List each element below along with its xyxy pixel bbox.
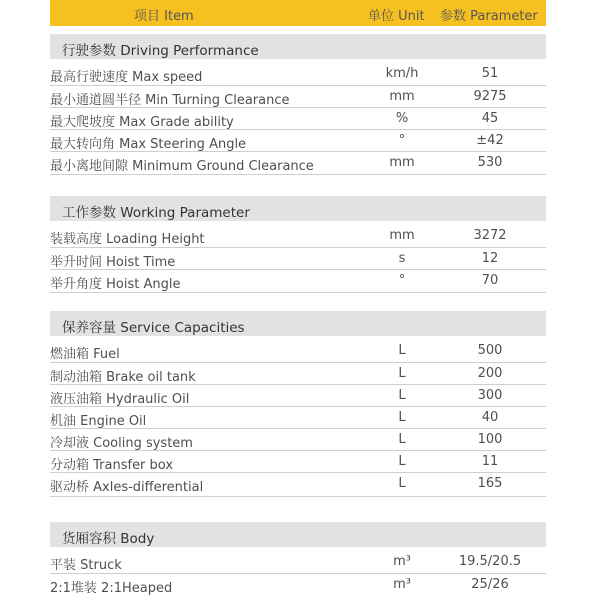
table-row xyxy=(50,363,546,385)
row-item: 液压油箱 Hydraulic Oil xyxy=(50,392,190,407)
row-value: 300 xyxy=(477,388,503,403)
row-value: 19.5/20.5 xyxy=(458,554,522,569)
row-unit: L xyxy=(398,432,406,447)
row-item: 举升时间 Hoist Time xyxy=(50,255,176,270)
row-item: 驱动桥 Axles-differential xyxy=(50,480,204,495)
row-unit: m³ xyxy=(393,577,411,592)
row-unit: km/h xyxy=(385,66,419,81)
row-unit: L xyxy=(398,476,406,491)
row-item: 机油 Engine Oil xyxy=(50,414,147,429)
spec-sheet xyxy=(50,0,546,600)
row-item: 分动箱 Transfer box xyxy=(50,458,174,473)
table-row xyxy=(50,574,546,596)
row-item: 燃油箱 Fuel xyxy=(50,347,120,362)
table-row xyxy=(50,551,546,573)
row-item: 冷却液 Cooling system xyxy=(50,436,193,451)
row-value: 12 xyxy=(481,251,499,266)
table-row xyxy=(50,248,546,270)
row-unit: L xyxy=(398,410,406,425)
section-service-capacities xyxy=(50,311,546,336)
table-row xyxy=(50,407,546,429)
row-value: 11 xyxy=(481,454,499,469)
row-value: 500 xyxy=(477,343,503,358)
row-value: 100 xyxy=(477,432,503,447)
row-item: 平装 Struck xyxy=(50,558,122,573)
row-unit: L xyxy=(398,454,406,469)
row-value: 70 xyxy=(481,273,499,288)
table-row xyxy=(50,108,546,130)
section-title: 工作参数 Working Parameter xyxy=(62,205,250,221)
row-unit: % xyxy=(395,111,409,126)
table-row xyxy=(50,63,546,85)
row-unit: ° xyxy=(398,273,406,288)
row-unit: ° xyxy=(398,133,406,148)
row-item: 制动油箱 Brake oil tank xyxy=(50,370,196,385)
row-unit: mm xyxy=(389,89,415,104)
header-item: 项目 Item xyxy=(134,9,194,24)
row-divider xyxy=(50,292,546,293)
section-title: 行驶参数 Driving Performance xyxy=(62,43,259,59)
row-value: 25/26 xyxy=(471,577,509,592)
table-row xyxy=(50,225,546,247)
row-value: 3272 xyxy=(473,228,507,243)
row-value: 51 xyxy=(481,66,499,81)
row-item: 最小通道圆半径 Min Turning Clearance xyxy=(50,93,290,108)
row-unit: L xyxy=(398,388,406,403)
section-title: 货厢容积 Body xyxy=(62,531,155,547)
row-item: 最小离地间隙 Minimum Ground Clearance xyxy=(50,159,314,174)
table-row xyxy=(50,473,546,495)
row-value: 530 xyxy=(477,155,503,170)
row-item: 2:1堆装 2:1Heaped xyxy=(50,581,173,596)
table-row xyxy=(50,451,546,473)
row-value: 45 xyxy=(481,111,499,126)
table-row xyxy=(50,152,546,174)
table-header xyxy=(50,0,546,26)
row-unit: L xyxy=(398,366,406,381)
row-unit: s xyxy=(398,251,406,266)
row-item: 最大爬坡度 Max Grade ability xyxy=(50,115,234,130)
row-item: 最大转向角 Max Steering Angle xyxy=(50,137,247,152)
row-item: 装载高度 Loading Height xyxy=(50,232,205,247)
row-value: 200 xyxy=(477,366,503,381)
row-unit: mm xyxy=(389,228,415,243)
table-row xyxy=(50,429,546,451)
row-value: 165 xyxy=(477,476,503,491)
table-row xyxy=(50,340,546,362)
header-parameter: 参数 Parameter xyxy=(440,9,538,24)
row-divider xyxy=(50,496,546,497)
section-body xyxy=(50,522,546,547)
row-item: 举升角度 Hoist Angle xyxy=(50,277,181,292)
table-row xyxy=(50,86,546,108)
row-divider xyxy=(50,174,546,175)
section-title: 保养容量 Service Capacities xyxy=(62,320,245,336)
row-unit: L xyxy=(398,343,406,358)
row-value: 40 xyxy=(481,410,499,425)
header-unit: 单位 Unit xyxy=(368,9,425,24)
row-value: 9275 xyxy=(473,89,507,104)
section-working-parameter xyxy=(50,196,546,221)
table-row xyxy=(50,270,546,292)
row-unit: m³ xyxy=(393,554,411,569)
table-row xyxy=(50,385,546,407)
row-value: ±42 xyxy=(476,133,504,148)
row-item: 最高行驶速度 Max speed xyxy=(50,70,203,85)
row-unit: mm xyxy=(389,155,415,170)
table-row xyxy=(50,130,546,152)
section-driving-performance xyxy=(50,34,546,59)
